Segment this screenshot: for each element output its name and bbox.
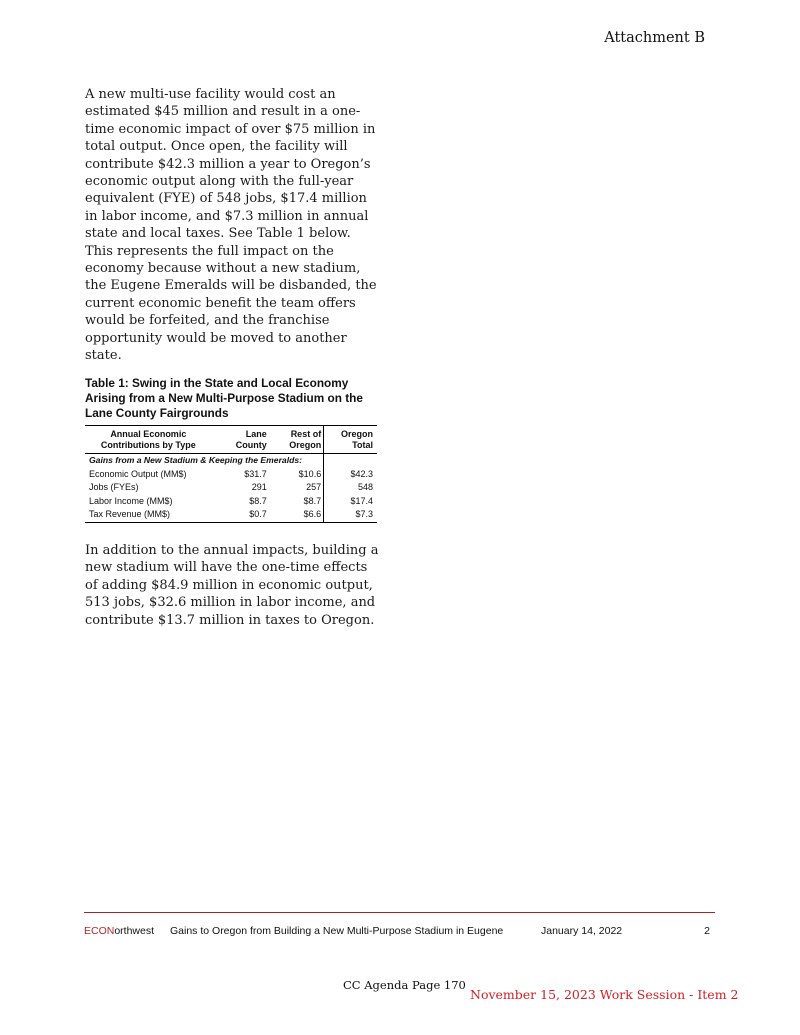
cell-rest: 257 [306, 482, 322, 492]
brand-suffix: orthwest [114, 925, 155, 937]
agenda-page-label: CC Agenda Page 170 [343, 978, 466, 992]
column-header-type-line2: Contributions by Type [100, 440, 196, 450]
column-header-total-line2: Total [352, 440, 373, 450]
column-header-lane-line1: Lane [245, 429, 267, 439]
footer-page-number: 2 [704, 925, 710, 937]
footer-date: January 14, 2022 [541, 925, 623, 937]
intro-paragraph: A new multi-use facility would cost an estimated $45 million and result in a one-time economic impact of over $75 million in total output. Once open, the facility will contribute $42.3 million a year to Oregon’s economic output along with the full-year equivalent (FYE) of 548 jobs, $17.4 million in labor income, and $7.3 million in annual state and local taxes. See Table 1 below. This represents the full impact on the economy because without a new stadium, the Eugene Emeralds will be disbanded, the current economic benefit the team offers would be forfeited, and the franchise opportunity would be moved to another state. [85, 87, 377, 364]
cell-rest: $10.6 [298, 468, 322, 479]
cell-rest: $6.6 [303, 509, 322, 519]
cell-lane: 291 [251, 482, 267, 492]
column-header-type [85, 426, 212, 454]
column-header-total-line1: Oregon [340, 429, 373, 439]
table-row [85, 495, 377, 509]
footer-document-title: Gains to Oregon from Building a New Multi-Purpose Stadium in Eugene [170, 925, 504, 937]
brand-prefix: ECON [84, 925, 115, 937]
column-header-total [324, 426, 377, 454]
column-header-rest-line1: Rest of [290, 429, 322, 439]
attachment-label: Attachment B [604, 30, 705, 46]
footer-brand [84, 925, 154, 937]
economic-impact-table [85, 425, 377, 523]
table-row [85, 481, 377, 495]
cell-total: $17.4 [324, 495, 377, 509]
table-row [85, 508, 377, 522]
one-time-effects-paragraph: In addition to the annual impacts, building a new stadium will have the one-time effects of adding $84.9 million in economic output, 513 jobs, $32.6 million in labor income, and contribute $13.7 million in taxes to Oregon. [85, 543, 379, 628]
table-section-row [85, 454, 377, 468]
row-label: Tax Revenue (MM$) [89, 509, 171, 519]
cell-lane: $31.7 [244, 468, 267, 479]
cell-rest: $8.7 [303, 495, 322, 506]
cell-total: 548 [324, 481, 377, 495]
table-title: Table 1: Swing in the State and Local Economy Arising from a New Multi-Purpose Stadium on the Lane County Fairgrounds [85, 376, 363, 421]
section-spacer [324, 454, 377, 468]
footer-divider [84, 912, 715, 913]
cell-lane: $8.7 [249, 495, 267, 506]
column-header-lane-line2: County [235, 440, 267, 450]
table-row [85, 468, 377, 482]
row-label: Jobs (FYEs) [89, 482, 139, 492]
cell-total: $42.3 [324, 468, 377, 482]
row-label: Labor Income (MM$) [89, 495, 173, 506]
session-label: November 15, 2023 Work Session - Item 2 [470, 987, 739, 1002]
column-header-type-line1: Annual Economic [110, 429, 187, 439]
row-label: Economic Output (MM$) [89, 468, 187, 479]
section-label: Gains from a New Stadium & Keeping the Emeralds: [89, 455, 302, 465]
column-header-rest [269, 426, 324, 454]
cell-total: $7.3 [324, 508, 377, 522]
column-header-rest-line2: Oregon [289, 440, 322, 450]
cell-lane: $0.7 [249, 509, 267, 519]
column-header-lane [212, 426, 269, 454]
